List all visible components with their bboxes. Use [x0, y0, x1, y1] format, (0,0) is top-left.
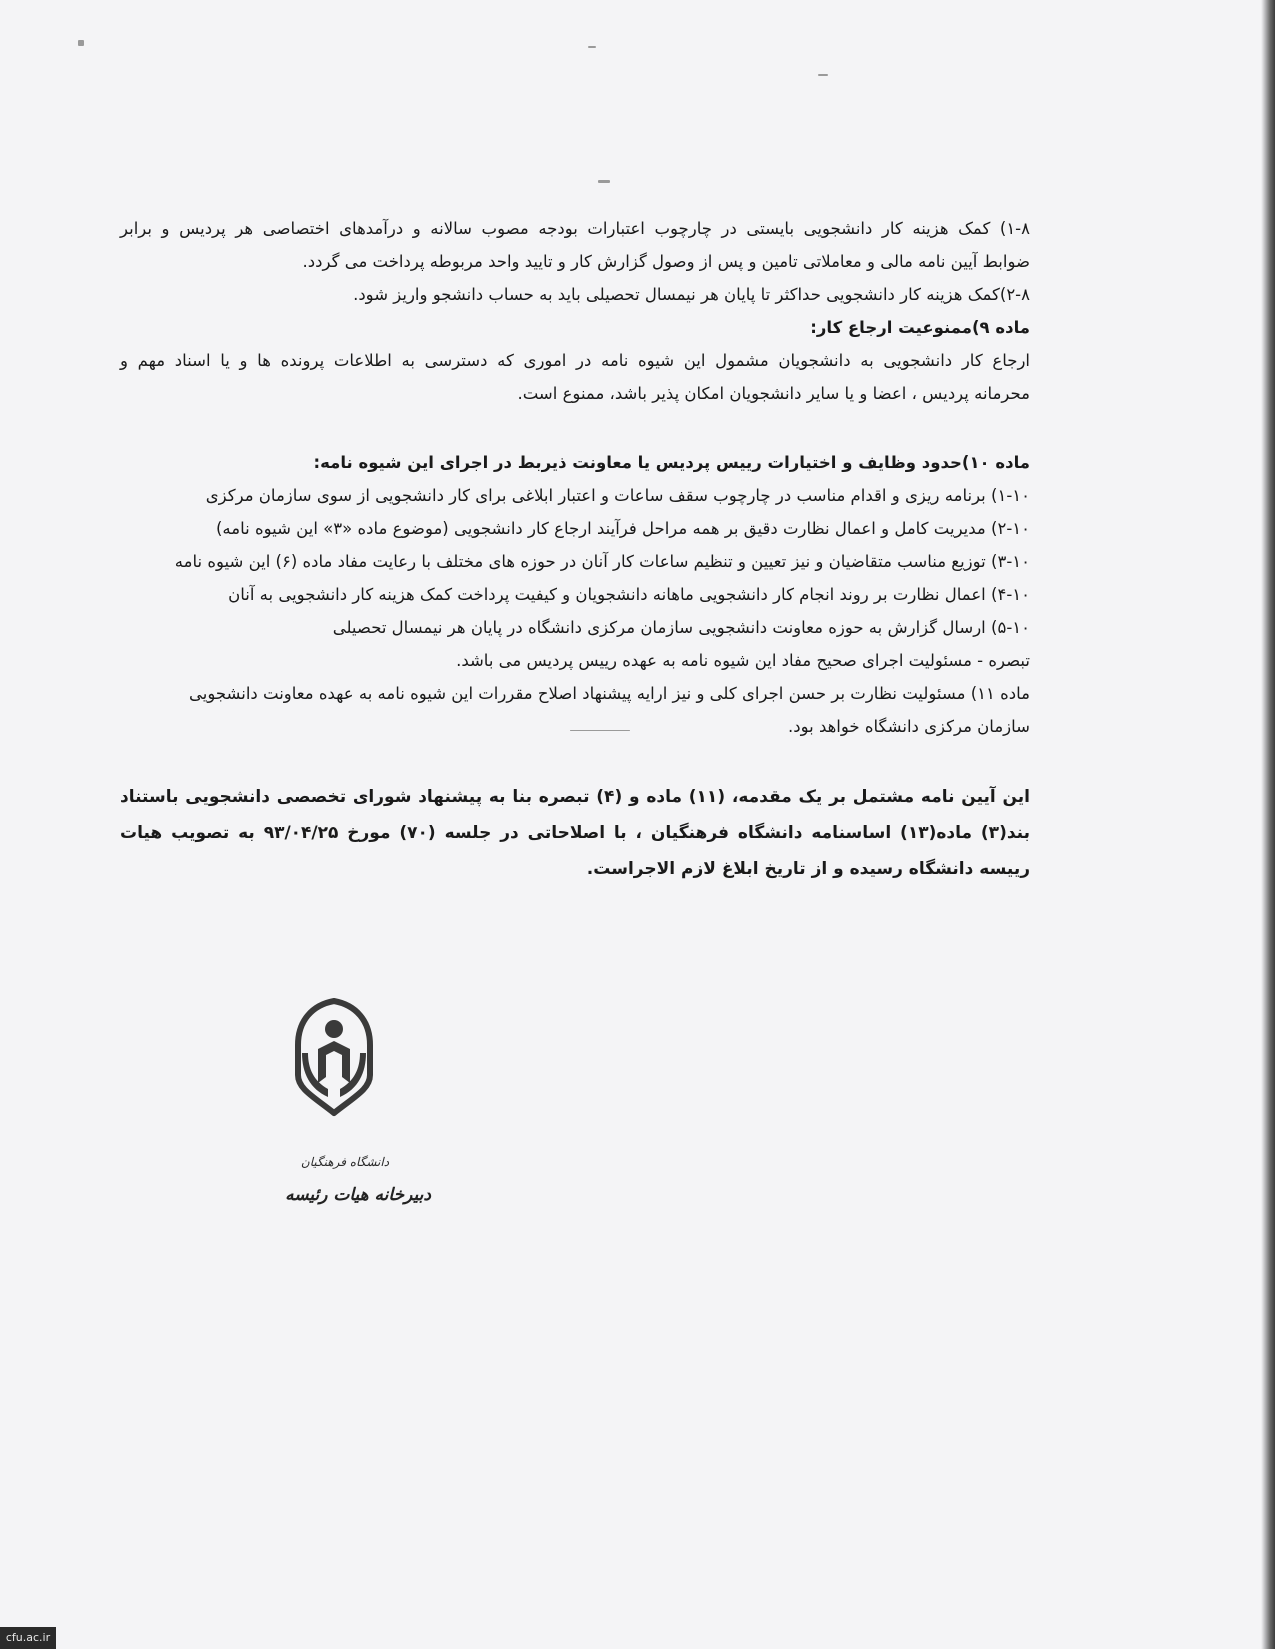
scan-speck [598, 180, 610, 183]
section-10-item-1: ۱-۱۰) برنامه ریزی و اقدام مناسب در چارچوب سقف ساعات و اعتبار ابلاغی برای کار دانشجویی از سوی سازمان مرکزی [205, 486, 1030, 505]
section-11-line-2: سازمان مرکزی دانشگاه خواهد بود. [787, 717, 1030, 736]
clause-8-1-line-2: ضوابط آیین نامه مالی و معاملاتی تامین و پس از وصول گزارش کار و تایید واحد مربوطه پرداخت می گردد. [302, 252, 1030, 271]
emblem-caption: دانشگاه فرهنگیان [300, 1155, 390, 1169]
section-9-line-1: ارجاع کار دانشجویی به دانشجویان مشمول این شیوه نامه در اموری که دسترسی به اطلاعات پرونده ها و یا اسناد مهم و [120, 351, 1030, 370]
clause-8-1-line-1: ۱-۸) کمک هزینه کار دانشجویی بایستی در چارچوب اعتبارات بودجه مصوب سالانه و درآمدهای اختصاصی هر پردیس و برابر [120, 219, 1030, 238]
scan-speck [588, 46, 596, 48]
closing-line-2: بند(۳) ماده(۱۳) اساسنامه دانشگاه فرهنگیان ، با اصلاحاتی در جلسه (۷۰) مورخ ۹۳/۰۴/۲۵ به تصویب هیات [120, 823, 1030, 843]
section-11-line-1: ماده ۱۱) مسئولیت نظارت بر حسن اجرای کلی و نیز ارایه پیشنهاد اصلاح مقررات این شیوه نامه به عهده معاونت دانشجویی [189, 684, 1030, 703]
section-10 [120, 446, 1030, 677]
scan-edge [1261, 0, 1275, 1649]
section-10-item-5: ۵-۱۰) ارسال گزارش به حوزه معاونت دانشجویی سازمان مرکزی دانشگاه در پایان هر نیمسال تحصیلی [332, 618, 1030, 637]
closing-line-1: این آیین نامه مشتمل بر یک مقدمه، (۱۱) ماده و (۴) تبصره بنا به پیشنهاد شورای تخصصی دانشجویی باستناد [120, 787, 1031, 807]
section-11 [120, 677, 1030, 743]
document-body [120, 212, 1030, 887]
section-8 [120, 212, 1030, 311]
clause-8-2: ۲-۸)کمک هزینه کار دانشجویی حداکثر تا پایان هر نیمسال تحصیلی باید به حساب دانشجو واریز شود. [353, 285, 1030, 304]
section-9-line-2: محرمانه پردیس ، اعضا و یا سایر دانشجویان امکان پذیر باشد، ممنوع است. [517, 384, 1030, 403]
section-9-heading: ماده ۹)ممنوعیت ارجاع کار: [810, 318, 1030, 337]
scan-speck [78, 40, 84, 46]
section-10-item-4: ۴-۱۰) اعمال نظارت بر روند انجام کار دانشجویی ماهانه دانشجویان و کیفیت پرداخت کمک هزینه کار دانشجویی به آنان [228, 585, 1030, 604]
section-10-note: تبصره - مسئولیت اجرای صحیح مفاد این شیوه نامه به عهده رییس پردیس می باشد. [456, 651, 1030, 670]
section-10-item-2: ۲-۱۰) مدیریت کامل و اعمال نظارت دقیق بر همه مراحل فرآیند ارجاع کار دانشجویی (موضوع ماده «۳» این شیوه نامه) [215, 519, 1030, 538]
scan-speck [818, 74, 828, 76]
section-10-item-3: ۳-۱۰) توزیع مناسب متقاضیان و نیز تعیین و تنظیم ساعات کار آنان در حوزه های مختلف با رعایت مفاد ماده (۶) این شیوه نامه [174, 552, 1030, 571]
secretariat-signature: دبیرخانه هیات رئیسه [285, 1185, 431, 1205]
closing-paragraph [120, 779, 1030, 887]
site-watermark: cfu.ac.ir [0, 1627, 56, 1649]
section-10-heading: ماده ۱۰)حدود وظایف و اختیارات رییس پردیس یا معاونت ذیربط در اجرای این شیوه نامه: [313, 453, 1030, 472]
section-9 [120, 311, 1030, 410]
closing-line-3: رییسه دانشگاه رسیده و از تاریخ ابلاغ لازم الاجراست. [586, 859, 1030, 879]
